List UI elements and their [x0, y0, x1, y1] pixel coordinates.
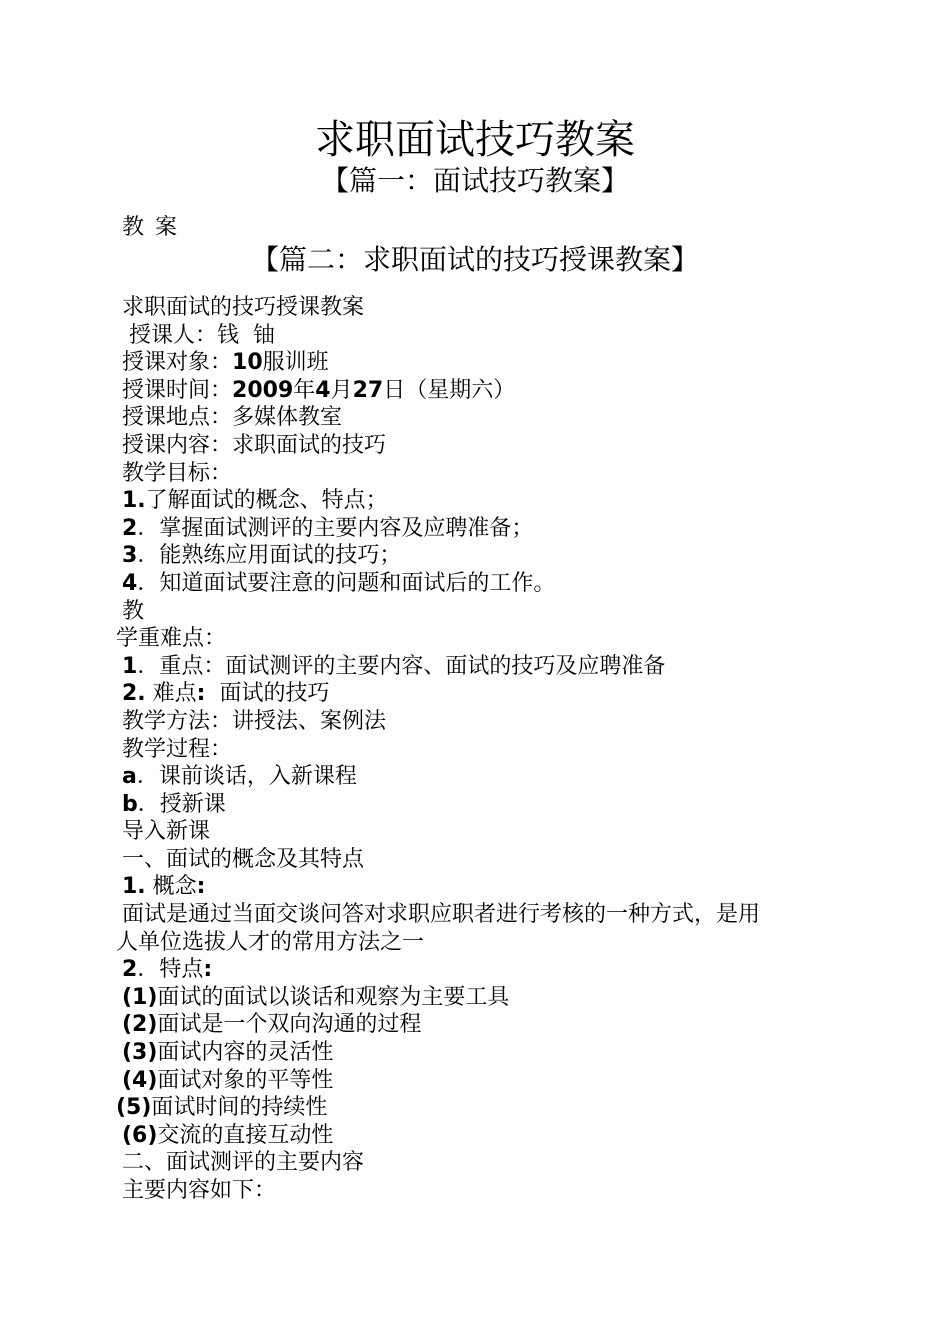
feature-item-number: (5)	[116, 1095, 152, 1121]
feature-item-text: 交流的直接互动性	[157, 1122, 334, 1148]
teacher-label: 授课人：	[129, 322, 218, 348]
course-title: 求职面试的技巧授课教案	[122, 295, 365, 320]
objective-text: ．能熟练应用面试的技巧；	[137, 543, 402, 569]
difficulty-text: 难点	[145, 681, 197, 707]
concept-colon: :	[196, 874, 206, 900]
objective-text: ．掌握面试测评的主要内容及应聘准备；	[137, 515, 534, 541]
difficulty-heading-end: 学重难点：	[116, 626, 227, 652]
time-label: 授课时间：	[122, 377, 233, 403]
section-heading-part-two: 【篇二：求职面试的技巧授课教案】	[250, 243, 699, 276]
concept-label: 概念	[145, 874, 197, 900]
objective-text: 了解面试的概念、特点；	[145, 488, 388, 514]
feature-item-text: 面试内容的灵活性	[157, 1040, 334, 1066]
feature-item-number: (3)	[122, 1040, 158, 1066]
place-value: 多媒体教室	[232, 405, 343, 431]
feature-number: 2	[122, 957, 138, 983]
teacher-line	[129, 322, 822, 350]
intro-line: 导入新课	[122, 819, 211, 845]
difficulty-number: 1	[122, 653, 138, 679]
objectives-label: 教学目标：	[122, 460, 233, 486]
feature-item	[122, 984, 822, 1012]
feature-item-text: 面试的面试以谈话和观察为主要工具	[157, 984, 510, 1010]
feature-item	[116, 1094, 822, 1122]
time-year-unit: 年	[293, 377, 316, 403]
section-heading-part-one: 【篇一：面试技巧教案】	[320, 164, 629, 197]
concept-paragraph	[116, 901, 822, 956]
feature-item	[122, 1067, 822, 1095]
feature-item-number: (4)	[122, 1067, 158, 1093]
teacher-name: 钱 铀	[217, 322, 276, 348]
process-letter: a	[122, 764, 137, 790]
feature-item-text: 面试对象的平等性	[157, 1067, 334, 1093]
objective-number: 3	[122, 543, 138, 569]
objective-text: ．知道面试要注意的问题和面试后的工作。	[137, 570, 556, 596]
method-line	[122, 708, 822, 736]
difficulty-number: 2.	[122, 681, 146, 707]
feature-item-number: (2)	[122, 1012, 158, 1038]
difficulty-text: ．重点：面试测评的主要内容、面试的技巧及应聘准备	[137, 653, 666, 679]
concept-number: 1.	[122, 874, 146, 900]
time-month-unit: 月	[330, 377, 353, 403]
feature-item	[122, 1122, 822, 1150]
document-title: 求职面试技巧教案	[315, 117, 635, 163]
feature-item-number: (1)	[122, 984, 158, 1010]
concept-heading	[122, 873, 822, 901]
concept-line-second: 人单位选拔人才的常用方法之一	[116, 929, 425, 955]
time-day: 27	[352, 377, 384, 403]
section-one-heading: 一、面试的概念及其特点	[122, 846, 365, 872]
concept-line-first: 面试是通过当面交谈问答对求职应职者进行考核的一种方式，是用	[122, 902, 761, 928]
feature-heading	[122, 956, 822, 984]
section-two-heading: 二、面试测评的主要内容	[122, 1150, 365, 1176]
difficulty-heading-start: 教	[122, 598, 145, 624]
time-month: 4	[315, 377, 331, 403]
objective-item	[122, 487, 822, 515]
process-item	[122, 763, 822, 791]
lesson-plan-heading: 教 案	[122, 215, 179, 240]
feature-item-text: 面试时间的持续性	[151, 1095, 328, 1121]
feature-colon: :	[203, 957, 213, 983]
audience-text: 服训班	[262, 350, 329, 376]
process-text: ．授新课	[137, 791, 226, 817]
time-line	[122, 377, 822, 405]
feature-item-text: 面试是一个双向沟通的过程	[157, 1012, 422, 1038]
objective-item	[122, 542, 822, 570]
content-label: 授课内容：	[122, 432, 233, 458]
objective-number: 1.	[122, 488, 146, 514]
time-year: 2009	[232, 377, 294, 403]
content-line	[122, 432, 822, 460]
audience-line	[122, 349, 822, 377]
process-label: 教学过程：	[122, 736, 233, 762]
feature-item-number: (6)	[122, 1122, 158, 1148]
process-item	[122, 791, 822, 819]
section-two-intro: 主要内容如下：	[122, 1178, 277, 1203]
time-day-unit: 日（星期六）	[383, 377, 516, 403]
feature-label: ．特点	[137, 957, 204, 983]
process-letter: b	[122, 791, 138, 817]
difficulty-item	[122, 653, 822, 681]
objective-item	[122, 570, 822, 598]
process-text: ．课前谈话，入新课程	[136, 764, 357, 790]
method-value: 讲授法、案例法	[232, 708, 387, 734]
feature-item	[122, 1011, 822, 1039]
objective-number: 4	[122, 570, 138, 596]
content-value: 求职面试的技巧	[232, 432, 387, 458]
difficulty-item	[122, 680, 822, 708]
objective-item	[122, 515, 822, 543]
difficulty-colon: :	[196, 681, 206, 707]
audience-label: 授课对象：	[122, 350, 233, 376]
audience-number: 10	[232, 350, 263, 376]
feature-item	[122, 1039, 822, 1067]
place-line	[122, 404, 822, 432]
document-body	[116, 294, 822, 1205]
difficulty-detail: 面试的技巧	[205, 681, 330, 707]
objective-number: 2	[122, 515, 138, 541]
method-label: 教学方法：	[122, 708, 233, 734]
place-label: 授课地点：	[122, 405, 233, 431]
